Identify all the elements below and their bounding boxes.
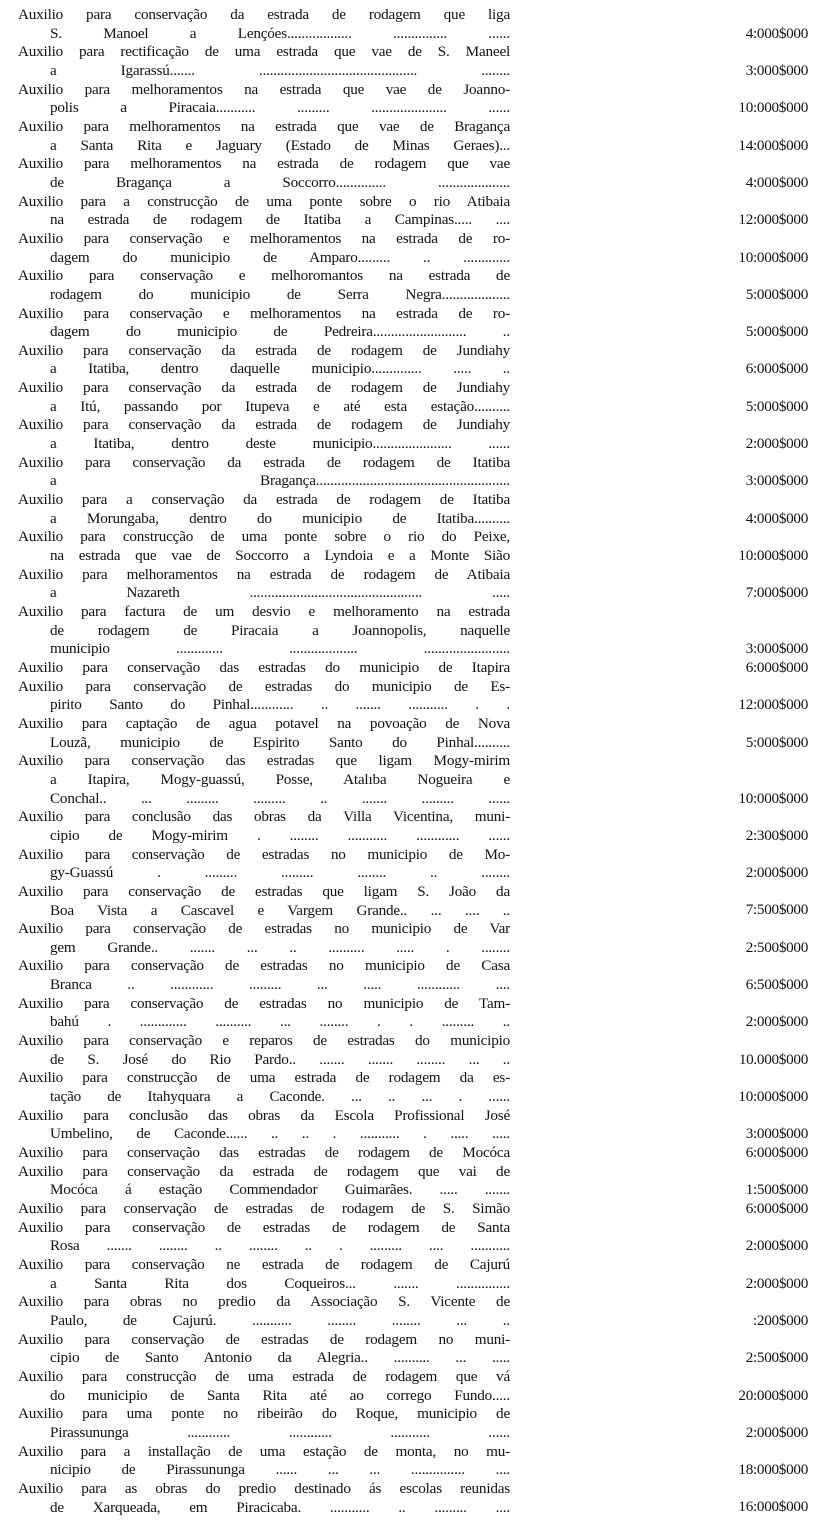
list-item — [0, 81, 819, 118]
item-description: Auxilio para conservação de estradas no municipio de Var — [18, 920, 510, 938]
item-description: Auxilio para conservação da estrada de rodagem de Jundiahy — [18, 379, 510, 397]
item-description-continuation: nicipio de Pirassununga ...... ... ... ............... .... — [50, 1461, 510, 1479]
list-item — [0, 1144, 819, 1163]
item-description-continuation: S. Manoel a Lençóes.................. ............... ...... — [50, 24, 510, 42]
item-description-continuation: Paulo, de Cajurú. ........... ........ ........ ... .. — [50, 1311, 510, 1329]
list-item — [0, 1405, 819, 1442]
item-amount: 3:000$000 — [745, 61, 808, 79]
item-amount: 4:000$000 — [745, 24, 808, 42]
item-amount: 12:000$000 — [738, 696, 808, 714]
list-item — [0, 43, 819, 80]
list-item — [0, 957, 819, 994]
item-description: Auxilio para captação de agua potavel na povoação de Nova — [18, 714, 510, 732]
item-description: Auxilio para conservação das estradas de rodagem de Mocóca — [18, 1144, 510, 1162]
list-item — [0, 342, 819, 379]
item-description: Auxilio para conclusão das obras da Escola Profissional José — [18, 1106, 510, 1124]
appropriations-list — [0, 6, 819, 1517]
item-amount: 5:000$000 — [745, 323, 808, 341]
list-item — [0, 1443, 819, 1480]
item-description: Auxilio para conclusão das obras da Villa Vicentina, muni- — [18, 808, 510, 826]
list-item — [0, 1293, 819, 1330]
item-amount: 10.000$000 — [738, 1050, 808, 1068]
list-item — [0, 1256, 819, 1293]
item-amount: 6:000$000 — [745, 1199, 808, 1217]
list-item — [0, 1069, 819, 1106]
item-description-continuation: tação de Itahyquara a Caconde. ... .. ... . ...... — [50, 1088, 510, 1106]
list-item — [0, 118, 819, 155]
item-description: Auxilio para conservação de estradas no municipio de Mo- — [18, 845, 510, 863]
item-description: Auxilio para a conservação da estrada de rodagem de Itatiba — [18, 491, 510, 509]
item-description-continuation: municipio ............. ................... ........................ — [50, 640, 510, 658]
item-description-continuation: de rodagem de Piracaia a Joannopolis, naquelle — [50, 621, 510, 639]
item-amount: 4:000$000 — [745, 509, 808, 527]
item-amount: 3:000$000 — [745, 640, 808, 658]
item-description: Auxilio para melhoramentos na estrada que vae de Joanno- — [18, 80, 510, 98]
list-item — [0, 715, 819, 752]
item-amount: 7:000$000 — [745, 584, 808, 602]
item-description: Auxilio para conservação de estradas de rodagem de Santa — [18, 1218, 510, 1236]
item-amount: 2:500$000 — [745, 938, 808, 956]
item-description-continuation: Pirassununga ............ ............ ........... ...... — [50, 1423, 510, 1441]
item-amount: 2:000$000 — [745, 1013, 808, 1031]
item-description: Auxilio para conservação e melhoramentos na estrada de ro- — [18, 304, 510, 322]
item-amount: 5:000$000 — [745, 285, 808, 303]
list-item — [0, 1107, 819, 1144]
item-description-continuation: a Santa Rita e Jaguary (Estado de Minas Geraes)... — [50, 136, 510, 154]
item-description-continuation: a Igarassú....... ............................................ ........ — [50, 61, 510, 79]
item-description: Auxilio para conservação e reparos de estradas do municipio — [18, 1032, 510, 1050]
list-item — [0, 6, 819, 43]
list-item — [0, 230, 819, 267]
item-description-continuation: cipio de Mogy-mirim . ........ ........... ............ ...... — [50, 826, 510, 844]
item-amount: 10:000$000 — [738, 1088, 808, 1106]
item-description: Auxilio para conservação e melhoramentos na estrada de ro- — [18, 229, 510, 247]
item-amount: 2:500$000 — [745, 1349, 808, 1367]
item-amount: 2:300$000 — [745, 826, 808, 844]
item-description: Auxilio para uma ponte no ribeirão do Roque, municipio de — [18, 1405, 510, 1423]
item-description-continuation: bahú . ............. .......... ... ........ . . ......... .. — [50, 1013, 510, 1031]
item-description-continuation: Conchal.. ... ......... ......... .. ....... ......... ...... — [50, 789, 510, 807]
list-item — [0, 416, 819, 453]
item-description: Auxilio para conservação da estrada de rodagem de Jundiahy — [18, 416, 510, 434]
list-item — [0, 454, 819, 491]
item-description-continuation: de S. José do Rio Pardo.. ....... ....... ........ ... .. — [50, 1050, 510, 1068]
list-item — [0, 305, 819, 342]
item-description: Auxilio para rectificação de uma estrada que vae de S. Maneel — [18, 43, 510, 61]
list-item — [0, 491, 819, 528]
list-item — [0, 603, 819, 659]
item-amount: :200$000 — [753, 1311, 808, 1329]
item-description: Auxilio para conservação de estradas no municipio de Casa — [18, 957, 510, 975]
list-item — [0, 920, 819, 957]
item-description: Auxilio para as obras do predio destinado ás escolas reunidas — [18, 1479, 510, 1497]
item-description-continuation: Umbelino, de Caconde...... .. .. . ........... . ..... ..... — [50, 1125, 510, 1143]
list-item — [0, 528, 819, 565]
list-item — [0, 1480, 819, 1517]
item-amount: 3:000$000 — [745, 472, 808, 490]
item-amount: 14:000$000 — [738, 136, 808, 154]
item-description-continuation: Rosa ....... ........ .. ........ .. . ......... .... ........... — [50, 1237, 510, 1255]
item-description-continuation: Boa Vista a Cascavel e Vargem Grande.. ... .... .. — [50, 901, 510, 919]
list-item — [0, 1032, 819, 1069]
item-amount: 20:000$000 — [738, 1386, 808, 1404]
item-description-continuation: Branca .. ............ ......... ... ..... ............ .... — [50, 976, 510, 994]
item-amount: 2:000$000 — [745, 1274, 808, 1292]
item-description-continuation: pirito Santo do Pinhal............ .. ....... ........... . . — [50, 696, 510, 714]
item-description-continuation: a Santa Rita dos Coqueiros... ....... ............... — [50, 1274, 510, 1292]
item-description-continuation: dagem do municipio de Amparo......... .. ............. — [50, 248, 510, 266]
item-description-continuation: de Xarqueada, em Piracicaba. ........... .. ......... .... — [50, 1498, 510, 1516]
item-description-continuation: Mocóca á estação Commendador Guimarães. ..... ....... — [50, 1181, 510, 1199]
item-amount: 10:000$000 — [738, 547, 808, 565]
list-item — [0, 193, 819, 230]
item-description: Auxilio para construcção de uma estrada de rodagem da es- — [18, 1069, 510, 1087]
item-description: Auxilio para construcção de uma estrada de rodagem que vá — [18, 1367, 510, 1385]
item-amount: 5:000$000 — [745, 397, 808, 415]
item-description-continuation: cipio de Santo Antonio da Alegria.. .......... ... ..... — [50, 1349, 510, 1367]
item-description: Auxilio para conservação de estradas que ligam S. João da — [18, 882, 510, 900]
list-item — [0, 379, 819, 416]
item-description-continuation: polis a Piracaia........... ......... ..................... ...... — [50, 99, 510, 117]
list-item — [0, 883, 819, 920]
item-description-continuation: gem Grande.. ....... ... .. .......... ..... . ........ — [50, 938, 510, 956]
item-amount: 2:000$000 — [745, 435, 808, 453]
item-description: Auxilio para melhoramentos na estrada que vae de Bragança — [18, 117, 510, 135]
item-description: Auxilio para melhoramentos na estrada de rodagem que vae — [18, 155, 510, 173]
item-amount: 6:000$000 — [745, 1144, 808, 1162]
item-description: Auxilio para conservação das estradas que ligam Mogy-mirim — [18, 752, 510, 770]
item-amount: 5:000$000 — [745, 733, 808, 751]
list-item — [0, 678, 819, 715]
item-description-continuation: gy-Guassú . ......... ......... ........ .. ........ — [50, 864, 510, 882]
item-description-continuation: a Itatiba, dentro daquelle municipio.............. ..... .. — [50, 360, 510, 378]
item-amount: 2:000$000 — [745, 864, 808, 882]
item-amount: 4:000$000 — [745, 173, 808, 191]
item-description: Auxilio para construcção de uma ponte sobre o rio do Peixe, — [18, 528, 510, 546]
item-description: Auxilio para conservação da estrada de rodagem de Itatiba — [18, 453, 510, 471]
list-item — [0, 1331, 819, 1368]
list-item — [0, 1368, 819, 1405]
list-item — [0, 846, 819, 883]
item-description-continuation: rodagem do municipio de Serra Negra................... — [50, 285, 510, 303]
item-description-continuation: a Itatiba, dentro deste municipio...................... ...... — [50, 435, 510, 453]
item-description: Auxilio para obras no predio da Associação S. Vicente de — [18, 1293, 510, 1311]
item-amount: 16:000$000 — [738, 1498, 808, 1516]
item-amount: 10:000$000 — [738, 789, 808, 807]
item-amount: 18:000$000 — [738, 1461, 808, 1479]
item-description: Auxilio para conservação da estrada de rodagem que liga — [18, 6, 510, 23]
list-item — [0, 995, 819, 1032]
item-description: Auxilio para conservação das estradas do municipio de Itapira — [18, 658, 510, 676]
item-description: Auxilio para factura de um desvio e melhoramento na estrada — [18, 603, 510, 620]
list-item — [0, 1163, 819, 1200]
item-amount: 3:000$000 — [745, 1125, 808, 1143]
item-amount: 1:500$000 — [745, 1181, 808, 1199]
item-description-continuation: do municipio de Santa Rita até ao corrego Fundo..... — [50, 1386, 510, 1404]
list-item — [0, 659, 819, 678]
list-item — [0, 566, 819, 603]
item-description-continuation: a Nazareth ................................................ ..... — [50, 584, 510, 602]
item-amount: 2:000$000 — [745, 1423, 808, 1441]
item-description: Auxilio para conservação ne estrada de rodagem de Cajurú — [18, 1255, 510, 1273]
item-amount: 2:000$000 — [745, 1237, 808, 1255]
item-description: Auxilio para conservação de estradas no municipio de Tam- — [18, 994, 510, 1012]
item-description-continuation: dagem do municipio de Pedreira.......................... .. — [50, 323, 510, 341]
list-item — [0, 808, 819, 845]
item-description: Auxilio para conservação e melhoromantos na estrada de — [18, 267, 510, 285]
item-description-continuation: a Itú, passando por Itupeva e até esta estação.......... — [50, 397, 510, 415]
item-description: Auxilio para conservação da estrada de rodagem de Jundiahy — [18, 341, 510, 359]
item-description-continuation: na estrada de rodagem de Itatiba a Campinas..... .... — [50, 211, 510, 229]
item-description-continuation: a Bragança...................................................... — [50, 472, 510, 490]
item-amount: 12:000$000 — [738, 211, 808, 229]
item-description: Auxilio para melhoramentos na estrada de rodagem de Atibaia — [18, 565, 510, 583]
item-amount: 6:500$000 — [745, 976, 808, 994]
item-amount: 6:000$000 — [745, 360, 808, 378]
item-amount: 7:500$000 — [745, 901, 808, 919]
item-amount: 6:000$000 — [745, 658, 808, 676]
item-description: Auxilio para conservação da estrada de rodagem que vai de — [18, 1162, 510, 1180]
list-item — [0, 752, 819, 808]
item-description: Auxilio para conservação de estradas de rodagem no muni- — [18, 1330, 510, 1348]
item-description-continuation: na estrada que vae de Soccorro a Lyndoia e a Monte Sião — [50, 547, 510, 565]
item-description-continuation: Louzã, municipio de Espirito Santo do Pinhal.......... — [50, 733, 510, 751]
item-amount: 10:000$000 — [738, 248, 808, 266]
item-description: Auxilio para conservação de estradas do municipio de Es- — [18, 677, 510, 695]
item-amount: 10:000$000 — [738, 99, 808, 117]
item-description-continuation: a Itapira, Mogy-guassú, Posse, Atalıba Nogueira e — [50, 770, 510, 788]
item-description: Auxilio para a construcção de uma ponte sobre o rio Atibaia — [18, 192, 510, 210]
list-item — [0, 1200, 819, 1219]
list-item — [0, 267, 819, 304]
item-description-continuation: a Morungaba, dentro do municipio de Itatiba.......... — [50, 509, 510, 527]
item-description: Auxilio para conservação de estradas de rodagem de S. Simão — [18, 1200, 510, 1217]
list-item — [0, 155, 819, 192]
list-item — [0, 1219, 819, 1256]
item-description-continuation: de Bragança a Soccorro.............. .................... — [50, 173, 510, 191]
item-description: Auxilio para a installação de uma estação de monta, no mu- — [18, 1442, 510, 1460]
